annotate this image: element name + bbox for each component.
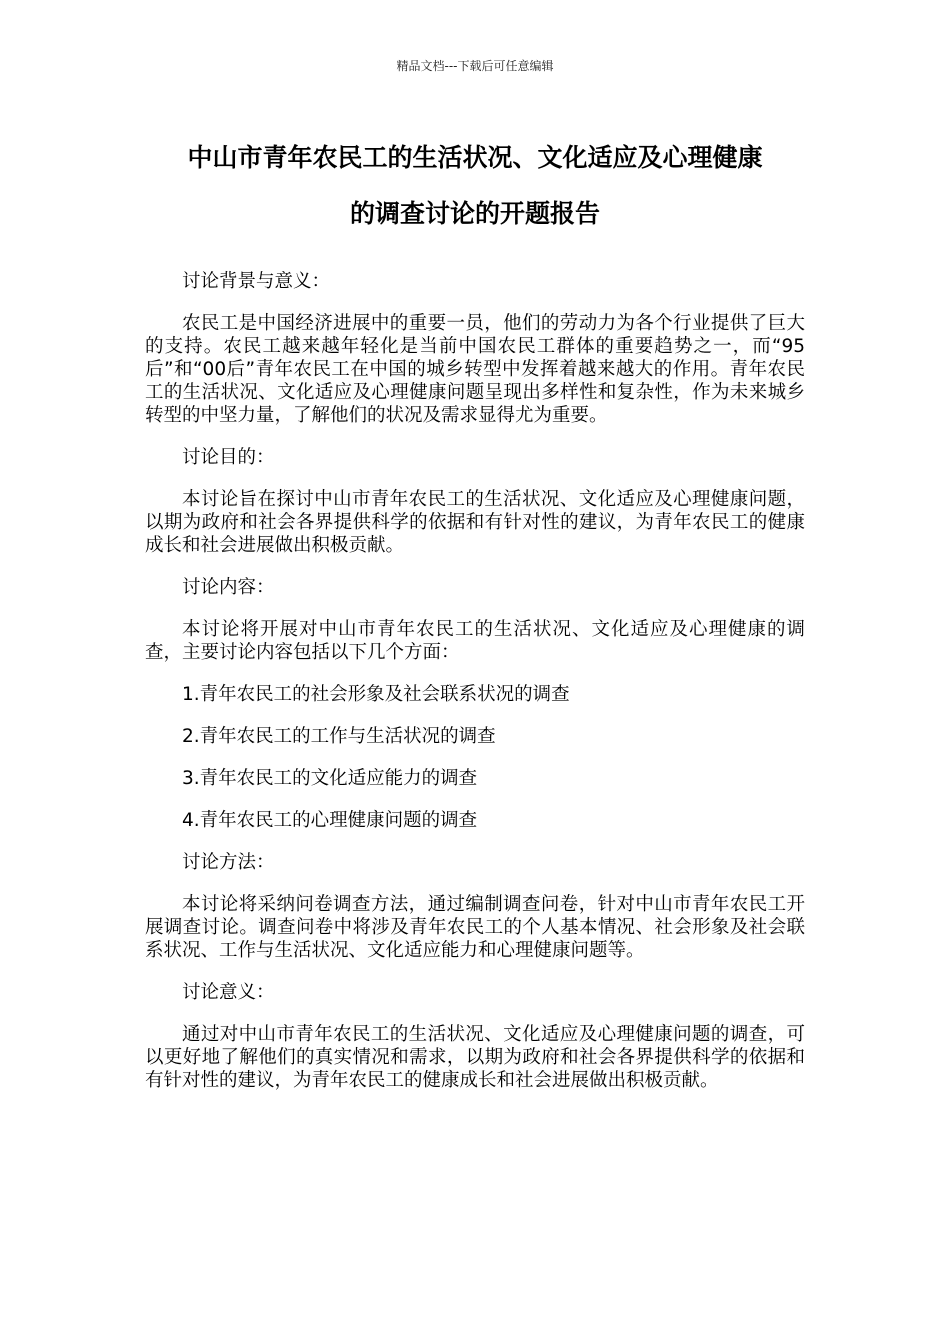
document-body	[145, 270, 805, 1111]
background-heading: 讨论背景与意义：	[182, 271, 331, 292]
header-note: 精品文档---下载后可任意编辑	[396, 59, 554, 73]
content-item-1: 1.青年农民工的社会形象及社会联系状况的调查	[182, 684, 570, 705]
title-line-1: 中山市青年农民工的生活状况、文化适应及心理健康	[187, 143, 763, 172]
significance-heading: 讨论意义：	[182, 982, 275, 1003]
background-paragraph: 农民工是中国经济进展中的重要一员，他们的劳动力为各个行业提供了巨大的支持。农民工越来越年轻化是当前中国农民工群体的重要趋势之一，而“95后”和“00后”青年农民工在中国的城乡转型中发挥着越来越大的作用。青年农民工的生活状况、文化适应及心理健康问题呈现出多样性和复杂性，作为未来城乡转型的中坚力量，了解他们的状况及需求显得尤为重要。	[145, 313, 805, 426]
content-item-2: 2.青年农民工的工作与生活状况的调查	[182, 726, 496, 747]
purpose-paragraph: 本讨论旨在探讨中山市青年农民工的生活状况、文化适应及心理健康问题，以期为政府和社会各界提供科学的依据和有针对性的建议，为青年农民工的健康成长和社会进展做出积极贡献。	[145, 489, 805, 556]
title-line-2: 的调查讨论的开题报告	[349, 199, 600, 228]
method-paragraph: 本讨论将采纳问卷调查方法，通过编制调查问卷，针对中山市青年农民工开展调查讨论。调查问卷中将涉及青年农民工的个人基本情况、社会形象及社会联系状况、工作与生活状况、文化适应能力和心理健康问题等。	[145, 894, 805, 961]
significance-paragraph: 通过对中山市青年农民工的生活状况、文化适应及心理健康问题的调查，可以更好地了解他们的真实情况和需求，以期为政府和社会各界提供科学的依据和有针对性的建议，为青年农民工的健康成长和社会进展做出积极贡献。	[145, 1024, 805, 1091]
content-paragraph: 本讨论将开展对中山市青年农民工的生活状况、文化适应及心理健康的调查，主要讨论内容包括以下几个方面：	[145, 619, 805, 663]
content-heading: 讨论内容：	[182, 577, 275, 598]
content-item-4: 4.青年农民工的心理健康问题的调查	[182, 810, 478, 831]
document-title	[120, 130, 830, 242]
method-heading: 讨论方法：	[182, 852, 275, 873]
content-item-3: 3.青年农民工的文化适应能力的调查	[182, 768, 478, 789]
purpose-heading: 讨论目的：	[182, 447, 275, 468]
